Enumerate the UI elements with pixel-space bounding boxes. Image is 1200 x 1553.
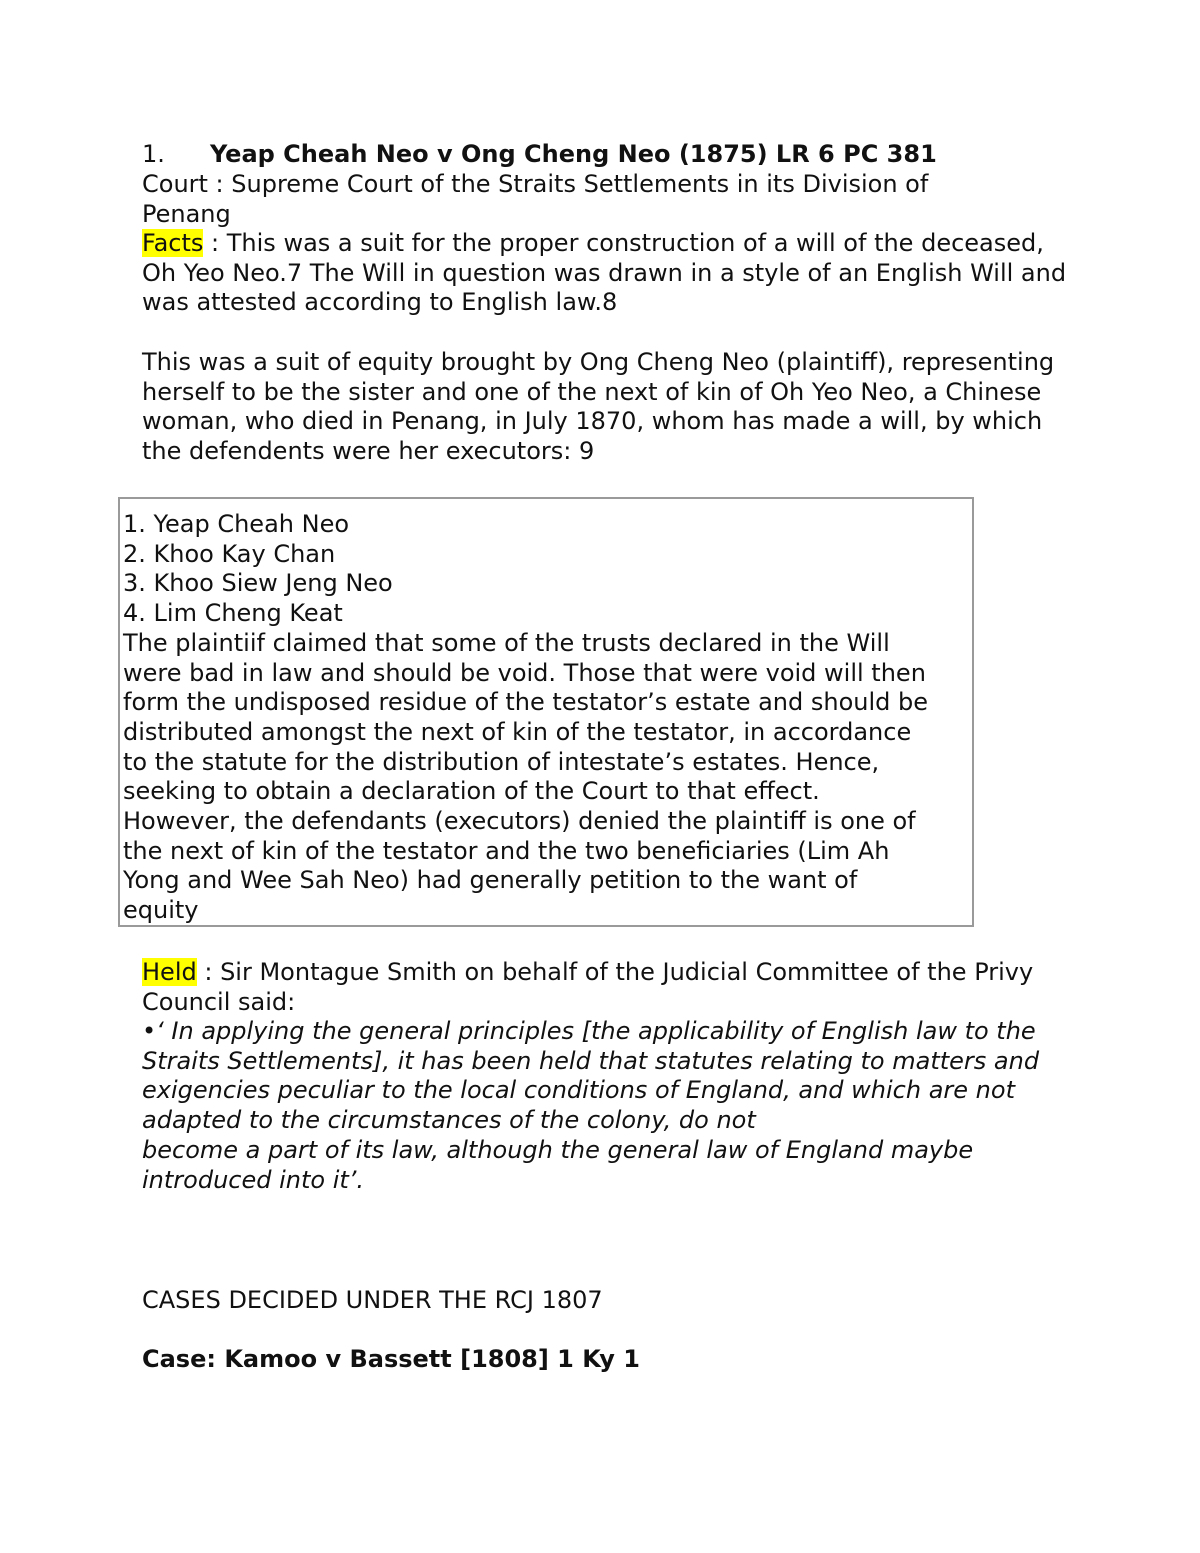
facts-paragraph bbox=[142, 229, 1077, 318]
held-label: Held bbox=[142, 958, 197, 986]
executor-item: 4. Lim Cheng Keat bbox=[123, 599, 343, 628]
executor-item: 3. Khoo Siew Jeng Neo bbox=[123, 569, 393, 598]
held-text: : Sir Montague Smith on behalf of the Judicial Committee of the Privy Council said: bbox=[142, 958, 1034, 1016]
held-quote bbox=[142, 1017, 1062, 1195]
executors-box bbox=[118, 497, 974, 927]
executor-item: 2. Khoo Kay Chan bbox=[123, 539, 336, 568]
section-heading: CASES DECIDED UNDER THE RCJ 1807 bbox=[142, 1286, 603, 1314]
facts-label: Facts bbox=[142, 229, 204, 257]
quote-line-2: become a part of its law, although the general law of England maybe introduced into it’. bbox=[142, 1135, 974, 1194]
case-heading bbox=[142, 140, 1102, 170]
case-number: 1. bbox=[142, 140, 165, 168]
quote-line-1: •‘ In applying the general principles [the applicability of English law to the Straits Settlements], it has been held that statutes relating to matters and exigencies peculiar to the local conditions of England, and which are not adapted to the circumstances of the colony, do not bbox=[142, 1017, 1040, 1135]
case-title: Yeap Cheah Neo v Ong Cheng Neo (1875) LR 6 PC 381 bbox=[210, 140, 937, 168]
suit-paragraph: This was a suit of equity brought by Ong Cheng Neo (plaintiff), representing herself to be the sister and one of the next of kin of Oh Yeo Neo, a Chinese woman, who died in Penang, in July 1870, whom has made a will, by which the defendents were her executors: 9 bbox=[142, 348, 1055, 466]
claim-paragraph: The plaintiif claimed that some of the trusts declared in the Will were bad in law and should be void. Those that were void will then form the undisposed residue of the testator’s estate and should be distributed amongst the next of kin of the testator, in accordance to the statute for the distribution of intestate’s estates. Hence, seeking to obtain a declaration of the Court to that effect. However, the defendants (executors) denied the plaintiff is one of the next of kin of the testator and the two beneficiaries (Lim Ah Yong and Wee Sah Neo) had generally petition to the want of equity bbox=[123, 628, 929, 925]
held-paragraph bbox=[142, 958, 1042, 1017]
case2-title: Case: Kamoo v Bassett [1808] 1 Ky 1 bbox=[142, 1345, 640, 1373]
executor-item: 1. Yeap Cheah Neo bbox=[123, 510, 350, 538]
court-line: Court : Supreme Court of the Straits Settlements in its Division of Penang bbox=[142, 170, 929, 228]
facts-text: : This was a suit for the proper construction of a will of the deceased, Oh Yeo Neo.7 The Will in question was drawn in a style of an English Will and was attested according to English law.8 bbox=[142, 229, 1067, 317]
